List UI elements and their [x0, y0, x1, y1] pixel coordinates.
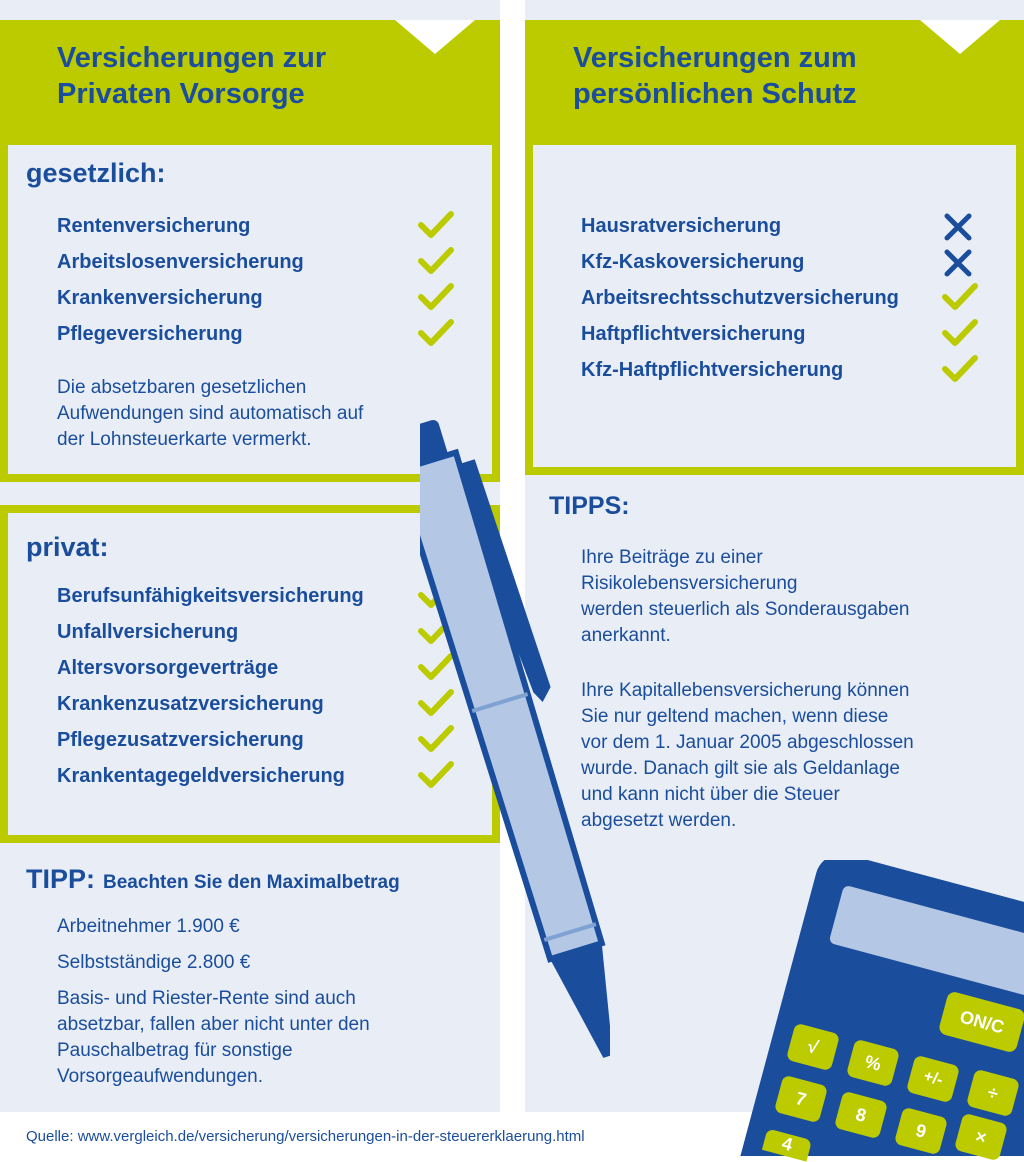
check-icon: [942, 282, 978, 312]
right-header-notch: [920, 20, 1000, 54]
list-item: [57, 283, 263, 313]
tipp-heading-row: [26, 864, 400, 895]
list-item: [57, 653, 278, 683]
privat-heading: privat:: [26, 532, 109, 562]
calc-key-label: √: [805, 1035, 821, 1058]
list-item: [57, 617, 238, 647]
left-title: [57, 40, 326, 112]
right-title-line1: Versicherungen zum: [573, 42, 857, 74]
cross-icon: [942, 248, 974, 278]
list-item-label: Haftpflichtversicherung: [581, 322, 806, 345]
cross-icon: [942, 212, 974, 242]
list-item-label: Hausratversicherung: [581, 214, 782, 237]
list-item: [57, 211, 250, 241]
tipps-line: Ihre Kapitallebensversicherung können: [581, 680, 910, 701]
tipp-selbststaendige: Selbstständige 2.800 €: [57, 952, 251, 973]
tipp-arbeitnehmer: Arbeitnehmer 1.900 €: [57, 916, 240, 937]
calc-key-label: 4: [779, 1133, 795, 1155]
check-icon: [942, 354, 978, 384]
list-item-label: Krankenversicherung: [57, 286, 263, 309]
tipps-line: und kann nicht über die Steuer: [581, 784, 840, 805]
list-item-label: Altersvorsorgeverträge: [57, 656, 279, 679]
check-icon: [418, 282, 454, 312]
list-item: [57, 725, 304, 755]
tipps-line: Ihre Beiträge zu einer: [581, 547, 763, 568]
list-item-label: Krankentagegeldversicherung: [57, 764, 345, 787]
check-icon: [418, 246, 454, 276]
tipps-line: abgesetzt werden.: [581, 810, 737, 831]
list-item-label: Pflegeversicherung: [57, 322, 243, 345]
tipp-subheading: Beachten Sie den Maximalbetrag: [103, 872, 400, 893]
list-item-label: Arbeitsrechtsschutzversicherung: [581, 286, 899, 309]
check-icon: [418, 318, 454, 348]
note-line: Pauschalbetrag für sonstige: [57, 1040, 293, 1061]
list-item-label: Pflegezusatzversicherung: [57, 728, 304, 751]
list-item: [581, 247, 804, 277]
note-line: Die absetzbaren gesetzlichen: [57, 377, 307, 398]
tipps-line: werden steuerlich als Sonderausgaben: [581, 599, 910, 620]
gesetzlich-heading: gesetzlich:: [26, 158, 166, 188]
list-item: [581, 211, 781, 241]
left-title-line1: Versicherungen zur: [57, 42, 327, 74]
tipps-paragraph-2: [581, 678, 914, 834]
left-title-line2: Privaten Vorsorge: [57, 78, 305, 110]
list-item-label: Unfallversicherung: [57, 620, 239, 643]
list-item: [581, 283, 899, 313]
tipps-line: wurde. Danach gilt sie als Geldanlage: [581, 758, 900, 779]
note-line: Basis- und Riester-Rente sind auch: [57, 988, 356, 1009]
list-item: [57, 761, 345, 791]
note-line: Aufwendungen sind automatisch auf: [57, 403, 364, 424]
tipps-paragraph-1: [581, 545, 910, 649]
note-line: absetzbar, fallen aber nicht unter den: [57, 1014, 370, 1035]
pen-illustration: [420, 400, 610, 1090]
list-item-label: Kfz-Haftpflichtversicherung: [581, 358, 844, 381]
tipps-heading: TIPPS:: [549, 492, 630, 520]
check-icon: [942, 318, 978, 348]
list-item: [581, 355, 843, 385]
tipps-line: vor dem 1. Januar 2005 abgeschlossen: [581, 732, 914, 753]
tipp-heading: TIPP:: [26, 864, 96, 894]
right-title-line2: persönlichen Schutz: [573, 78, 857, 110]
gesetzlich-note: [57, 375, 363, 453]
list-item: [57, 247, 304, 277]
left-header-notch: [395, 20, 475, 54]
check-icon: [418, 210, 454, 240]
calc-key-label: +/-: [921, 1067, 945, 1090]
list-item-label: Kfz-Kaskoversicherung: [581, 250, 805, 273]
calc-key-label: ON/C: [957, 1006, 1007, 1037]
list-item-label: Arbeitslosenversicherung: [57, 250, 304, 273]
right-title: [573, 40, 857, 112]
calc-key-label: 9: [913, 1119, 929, 1142]
list-item-label: Rentenversicherung: [57, 214, 251, 237]
calc-key-label: %: [862, 1050, 884, 1075]
note-line: Vorsorgeaufwendungen.: [57, 1066, 263, 1087]
note-line: der Lohnsteuerkarte vermerkt.: [57, 429, 312, 450]
calc-key-label: ÷: [985, 1081, 1001, 1104]
calc-key-label: 7: [793, 1087, 809, 1110]
tipps-line: Risikolebensversicherung: [581, 573, 798, 594]
tipps-line: Sie nur geltend machen, wenn diese: [581, 706, 889, 727]
list-item-label: Krankenzusatzversicherung: [57, 692, 324, 715]
tipps-line: anerkannt.: [581, 625, 671, 646]
list-item: [57, 689, 324, 719]
list-item-label: Berufsunfähigkeitsversicherung: [57, 584, 364, 607]
list-item: [57, 581, 364, 611]
tipp-note: [57, 986, 370, 1090]
calc-key-label: ×: [973, 1125, 989, 1148]
calc-key-label: 8: [853, 1103, 869, 1126]
list-item: [57, 319, 243, 349]
list-item: [581, 319, 805, 349]
source-line: Quelle: www.vergleich.de/versicherung/versicherungen-in-der-steuererklaerung.html: [26, 1128, 585, 1145]
